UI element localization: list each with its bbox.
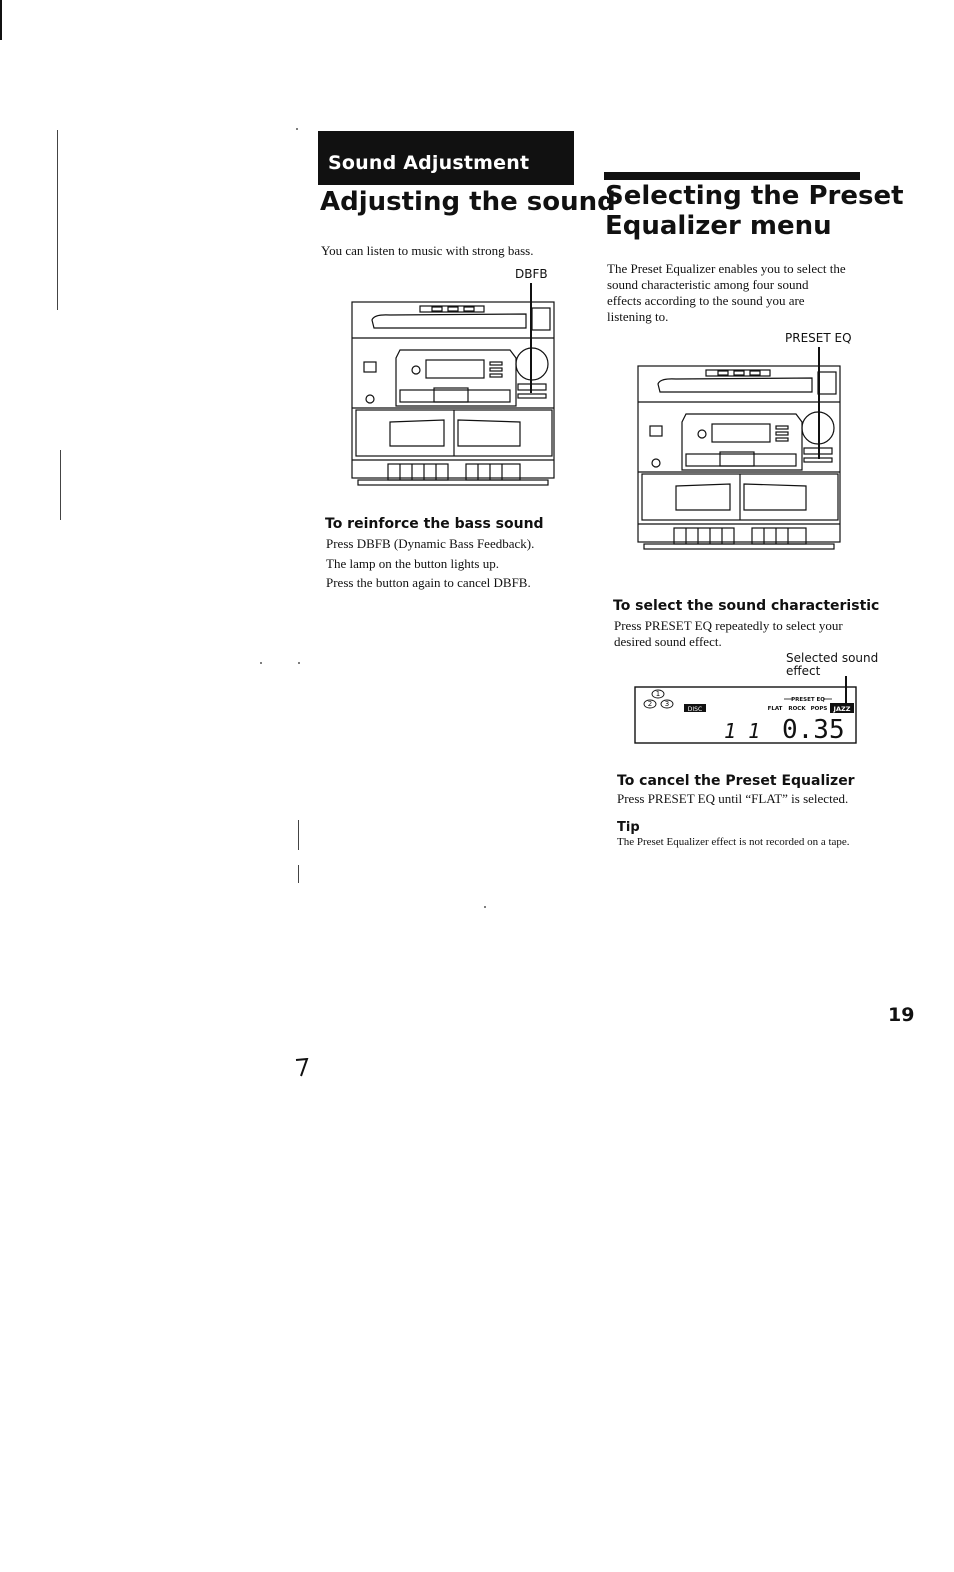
intro-line: effects according to the sound you are <box>607 293 805 308</box>
margin-mark <box>0 0 2 40</box>
callout-line-text: effect <box>786 664 821 678</box>
intro-line: listening to. <box>607 309 669 324</box>
track-digits: 1 1 <box>724 719 761 743</box>
preset-eq-indicator: PRESET EQ <box>791 697 825 703</box>
scan-dot <box>298 662 300 664</box>
select-line: Press PRESET EQ repeatedly to select your <box>614 618 843 633</box>
mode-jazz: JAZZ <box>833 705 851 713</box>
page-number: 19 <box>888 1004 915 1026</box>
select-instructions <box>614 618 884 650</box>
tip-text: The Preset Equalizer effect is not recorded on a tape. <box>617 836 850 848</box>
disc-number-2: 2 <box>647 700 653 708</box>
intro-text-left: You can listen to music with strong bass. <box>321 243 534 258</box>
lcd-display-panel <box>634 686 858 744</box>
margin-mark <box>298 865 299 883</box>
margin-mark <box>57 130 58 310</box>
cancel-instructions: Press PRESET EQ until “FLAT” is selected. <box>617 791 849 806</box>
mode-pops: POPS <box>810 706 828 712</box>
disc-number-3: 3 <box>664 700 670 708</box>
subheading-cancel-equalizer: To cancel the Preset Equalizer <box>617 773 855 789</box>
title-line-1: Selecting the Preset <box>605 181 904 211</box>
page-title-adjusting-sound: Adjusting the sound <box>320 187 616 217</box>
step-3: Press the button again to cancel DBFB. <box>326 575 531 590</box>
mode-flat: FLAT <box>767 706 783 712</box>
scan-mark <box>295 1058 309 1078</box>
stereo-system-illustration-left <box>350 298 560 488</box>
page-title-preset-equalizer <box>605 181 925 241</box>
scan-dot <box>484 906 486 908</box>
time-readout: 0.35 <box>782 715 845 744</box>
callout-label-selected-effect <box>786 652 878 678</box>
disc-badge-label: DISC <box>687 706 703 713</box>
margin-mark <box>298 820 299 850</box>
step-2: The lamp on the button lights up. <box>326 556 499 571</box>
step-1: Press DBFB (Dynamic Bass Feedback). <box>326 536 535 551</box>
disc-number-1: 1 <box>655 690 661 698</box>
section-banner <box>318 131 574 185</box>
section-banner-label: Sound Adjustment <box>328 152 530 174</box>
mode-rock: ROCK <box>788 706 806 712</box>
intro-line: sound characteristic among four sound <box>607 277 809 292</box>
heading-rule <box>604 172 860 180</box>
tip-heading: Tip <box>617 820 640 835</box>
select-line: desired sound effect. <box>614 634 722 649</box>
subheading-select-sound: To select the sound characteristic <box>613 598 880 614</box>
callout-label-dbfb: DBFB <box>515 267 548 281</box>
margin-mark <box>60 450 61 520</box>
subheading-reinforce-bass: To reinforce the bass sound <box>325 516 544 532</box>
title-line-2: Equalizer menu <box>605 211 832 241</box>
scan-dot <box>260 662 262 664</box>
callout-line-text: Selected sound <box>786 651 879 665</box>
callout-label-preset-eq: PRESET EQ <box>785 331 852 345</box>
stereo-system-illustration-right <box>636 362 846 552</box>
intro-line: The Preset Equalizer enables you to select the <box>607 261 846 276</box>
scan-dot <box>296 128 298 130</box>
intro-text-right <box>607 261 877 325</box>
